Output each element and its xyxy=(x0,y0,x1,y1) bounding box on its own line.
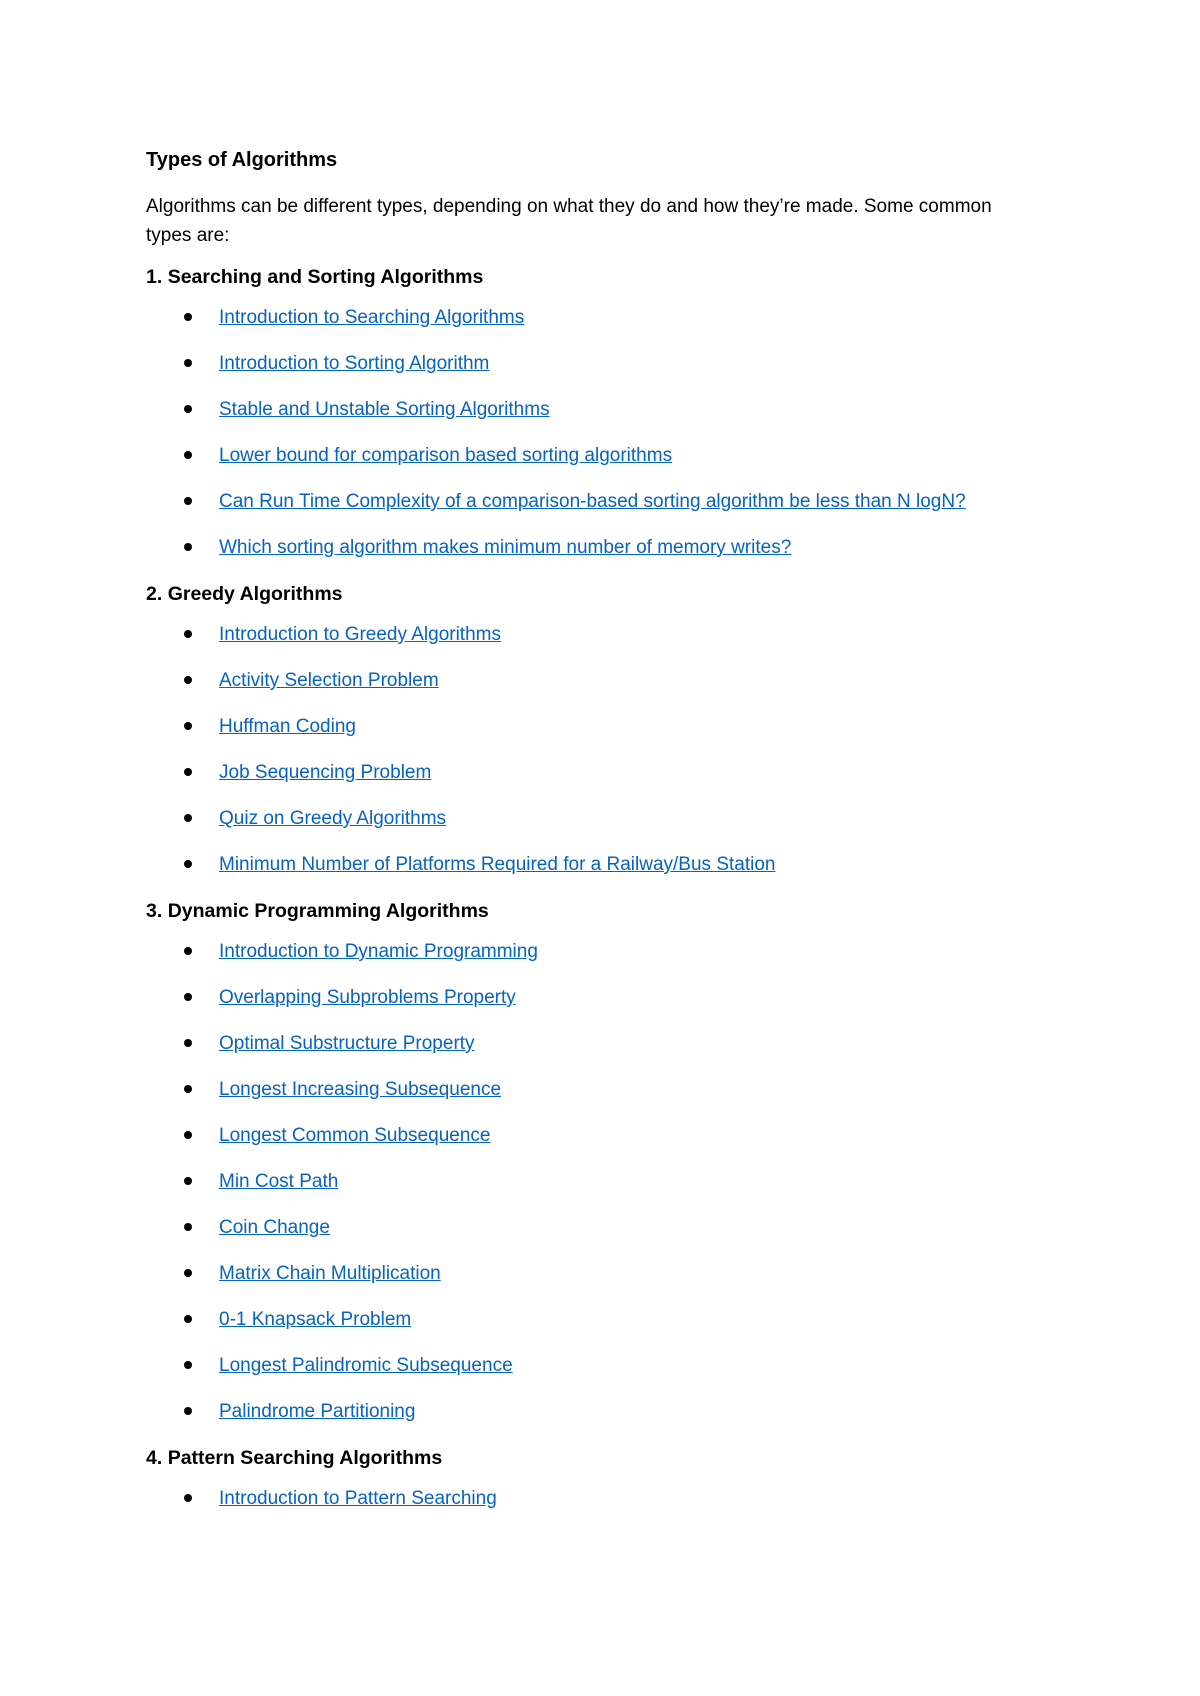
hyperlink[interactable]: Introduction to Greedy Algorithms xyxy=(219,624,501,645)
list-item xyxy=(146,304,1060,350)
list-item xyxy=(146,1260,1060,1306)
bullet-icon xyxy=(184,1085,192,1093)
bullet-icon xyxy=(184,993,192,1001)
hyperlink[interactable]: Matrix Chain Multiplication xyxy=(219,1263,441,1284)
bullet-icon xyxy=(184,722,192,730)
list-item xyxy=(146,938,1060,984)
bullet-icon xyxy=(184,1361,192,1369)
hyperlink[interactable]: Longest Increasing Subsequence xyxy=(219,1079,502,1100)
list-item xyxy=(146,488,1060,534)
section-heading xyxy=(146,263,1060,291)
hyperlink[interactable]: Longest Palindromic Subsequence xyxy=(219,1355,513,1376)
hyperlink[interactable]: Coin Change xyxy=(219,1217,330,1238)
sections-container xyxy=(146,263,1060,1518)
section-heading xyxy=(146,580,1060,608)
hyperlink[interactable]: Introduction to Searching Algorithms xyxy=(219,307,525,328)
list-item xyxy=(146,1076,1060,1122)
section-number: 4. xyxy=(146,1447,163,1469)
list-item xyxy=(146,396,1060,442)
list-item xyxy=(146,534,1060,567)
list-item xyxy=(146,1485,1060,1518)
bullet-icon xyxy=(184,860,192,868)
bullet-icon xyxy=(184,1131,192,1139)
hyperlink[interactable]: Introduction to Dynamic Programming xyxy=(219,941,538,962)
bullet-icon xyxy=(184,1315,192,1323)
list-item xyxy=(146,1030,1060,1076)
hyperlink[interactable]: Palindrome Partitioning xyxy=(219,1401,416,1422)
bullet-icon xyxy=(184,1494,192,1502)
list-item xyxy=(146,851,1060,884)
hyperlink[interactable]: Lower bound for comparison based sorting algorithms xyxy=(219,445,673,466)
section-heading xyxy=(146,897,1060,925)
link-list xyxy=(146,938,1060,1431)
list-item xyxy=(146,621,1060,667)
section-heading-text: Searching and Sorting Algorithms xyxy=(167,266,484,288)
section-heading xyxy=(146,1444,1060,1472)
bullet-icon xyxy=(184,1407,192,1415)
section-heading-text: Dynamic Programming Algorithms xyxy=(167,900,489,922)
bullet-icon xyxy=(184,359,192,367)
link-list xyxy=(146,621,1060,884)
bullet-icon xyxy=(184,451,192,459)
hyperlink[interactable]: Job Sequencing Problem xyxy=(219,762,432,783)
link-list xyxy=(146,304,1060,567)
section-number: 1. xyxy=(146,266,163,288)
bullet-icon xyxy=(184,405,192,413)
bullet-icon xyxy=(184,814,192,822)
hyperlink[interactable]: 0-1 Knapsack Problem xyxy=(219,1309,412,1330)
hyperlink[interactable]: Which sorting algorithm makes minimum number of memory writes? xyxy=(219,537,792,558)
list-item xyxy=(146,350,1060,396)
section-number: 3. xyxy=(146,900,163,922)
bullet-icon xyxy=(184,313,192,321)
list-item xyxy=(146,1306,1060,1352)
hyperlink[interactable]: Overlapping Subproblems Property xyxy=(219,987,516,1008)
hyperlink[interactable]: Min Cost Path xyxy=(219,1171,339,1192)
list-item xyxy=(146,1122,1060,1168)
hyperlink[interactable]: Can Run Time Complexity of a comparison-based sorting algorithm be less than N logN? xyxy=(219,491,966,512)
bullet-icon xyxy=(184,947,192,955)
list-item xyxy=(146,1398,1060,1431)
document-title: Types of Algorithms xyxy=(146,149,338,171)
section-heading-text: Pattern Searching Algorithms xyxy=(167,1447,443,1469)
section-number: 2. xyxy=(146,583,163,605)
list-item xyxy=(146,984,1060,1030)
list-item xyxy=(146,442,1060,488)
bullet-icon xyxy=(184,1269,192,1277)
hyperlink[interactable]: Introduction to Pattern Searching xyxy=(219,1488,497,1509)
intro-paragraph: Algorithms can be different types, depending on what they do and how they’re made. Some common types are: xyxy=(146,196,992,246)
section-heading-text: Greedy Algorithms xyxy=(167,583,343,605)
hyperlink[interactable]: Optimal Substructure Property xyxy=(219,1033,475,1054)
hyperlink[interactable]: Minimum Number of Platforms Required for a Railway/Bus Station xyxy=(219,854,776,875)
link-list xyxy=(146,1485,1060,1518)
list-item xyxy=(146,759,1060,805)
hyperlink[interactable]: Longest Common Subsequence xyxy=(219,1125,491,1146)
bullet-icon xyxy=(184,676,192,684)
hyperlink[interactable]: Stable and Unstable Sorting Algorithms xyxy=(219,399,550,420)
hyperlink[interactable]: Huffman Coding xyxy=(219,716,356,737)
bullet-icon xyxy=(184,1177,192,1185)
bullet-icon xyxy=(184,1039,192,1047)
hyperlink[interactable]: Activity Selection Problem xyxy=(219,670,439,691)
list-item xyxy=(146,713,1060,759)
list-item xyxy=(146,1214,1060,1260)
list-item xyxy=(146,1168,1060,1214)
list-item xyxy=(146,805,1060,851)
bullet-icon xyxy=(184,630,192,638)
hyperlink[interactable]: Quiz on Greedy Algorithms xyxy=(219,808,447,829)
bullet-icon xyxy=(184,497,192,505)
hyperlink[interactable]: Introduction to Sorting Algorithm xyxy=(219,353,490,374)
bullet-icon xyxy=(184,1223,192,1231)
list-item xyxy=(146,667,1060,713)
bullet-icon xyxy=(184,768,192,776)
list-item xyxy=(146,1352,1060,1398)
bullet-icon xyxy=(184,543,192,551)
